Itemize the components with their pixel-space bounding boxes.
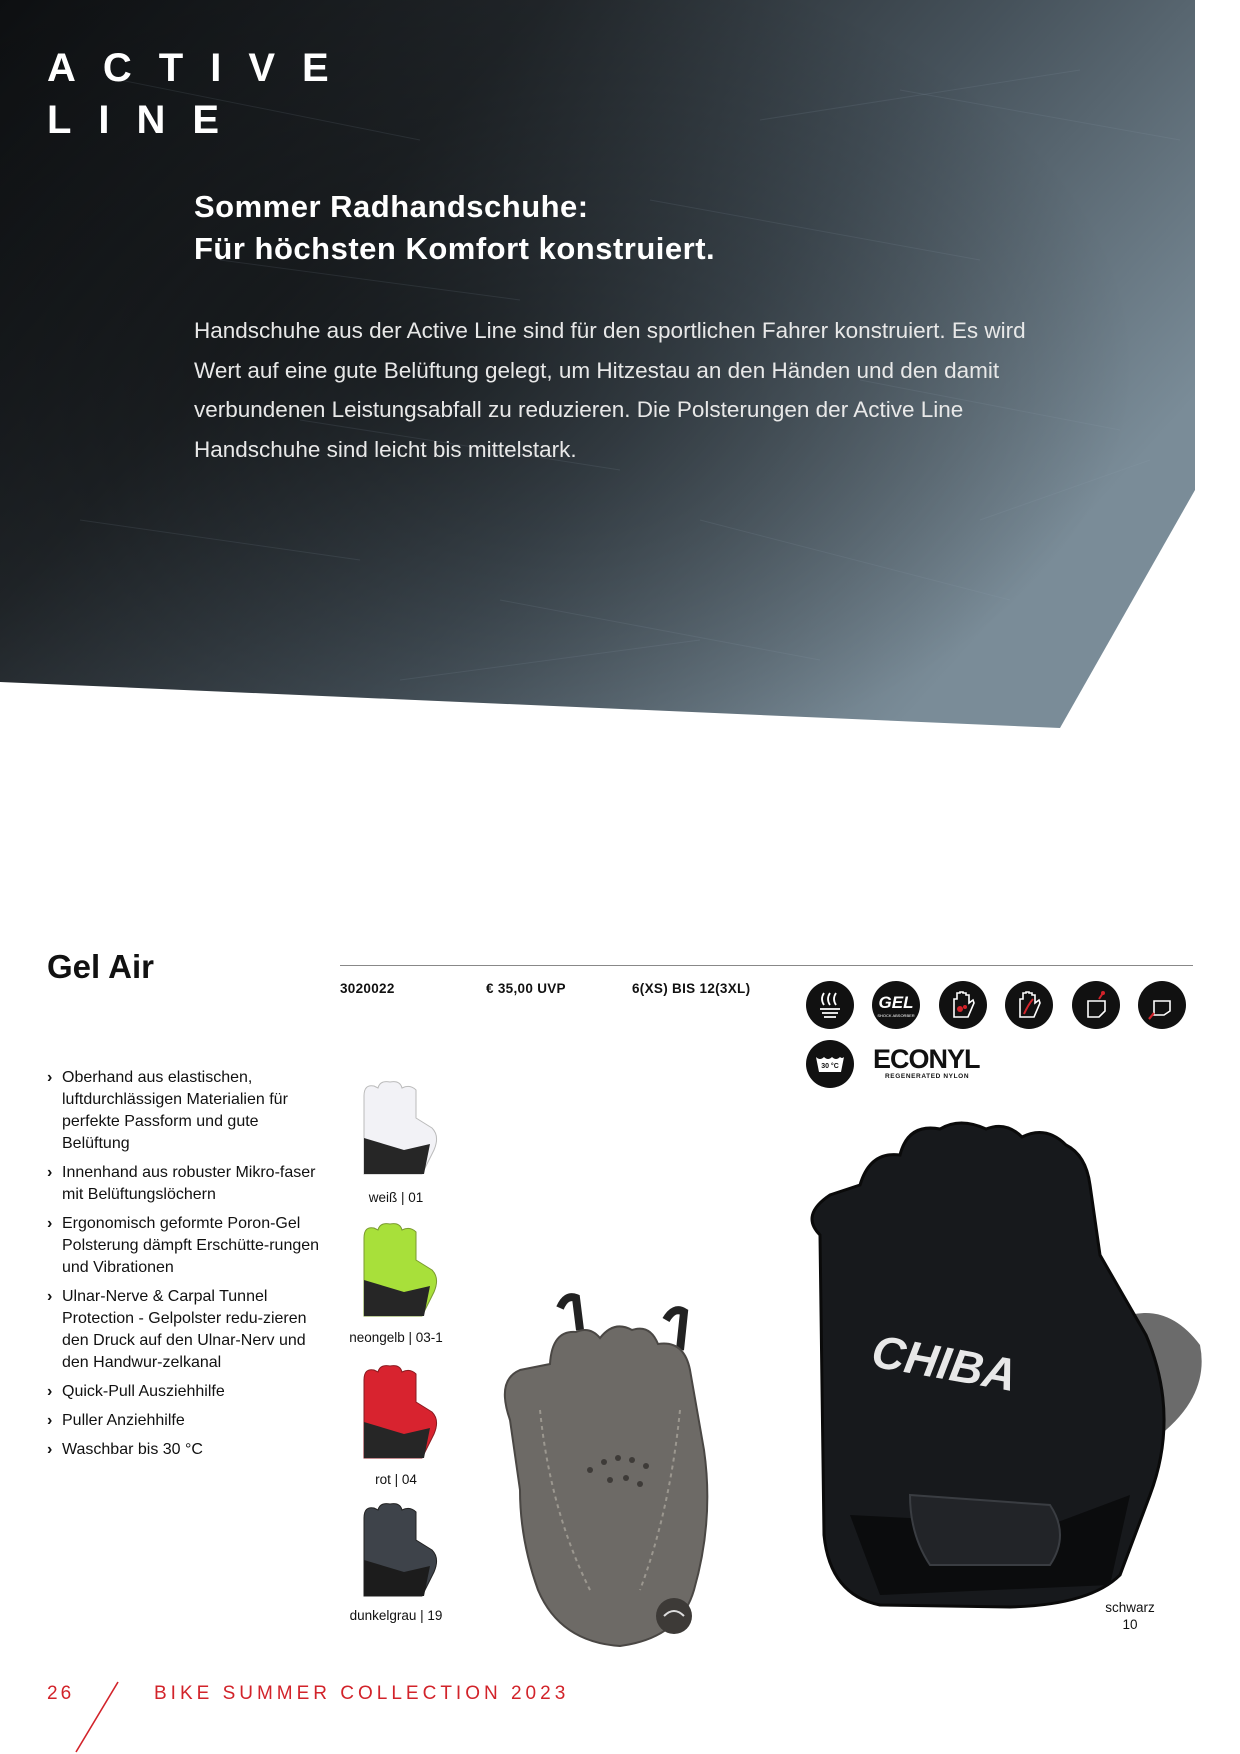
glove-thumbnail [344,1362,444,1462]
hero-intro-text: Handschuhe aus der Active Line sind für den sportlichen Fahrer konstruiert. Es wird Wert auf eine gute Belüftung gelegt, um Hitzestau an den Händen und den damit verbundenen Leistungsabfall zu reduzieren. Die Polsterungen der Active Line Handschuhe sind leicht bis mittelstark. [194,318,1026,462]
variant-label: rot | 04 [375,1472,417,1487]
variant-label: weiß | 01 [368,1190,424,1205]
gel-shock-absorber-icon [872,981,920,1029]
page-number: 26 [47,1683,75,1704]
footer-slash-divider [72,1680,122,1754]
wash-30-icon [806,1040,854,1088]
feature-item: › Ulnar-Nerve & Carpal Tunnel Protection - Gelpolster redu-zieren den Druck auf den Ulnar-Nerv und den Handwur-zelkanal [47,1286,322,1374]
brand-wordmark: CHIBA [868,1324,1021,1402]
gel-label: GEL [878,992,914,1012]
headline-line2: Für höchsten Komfort konstruiert. [194,231,716,266]
gel-sublabel: SHOCK ABSORBER [877,1012,915,1018]
main-variant-label [1080,1599,1180,1633]
main-variant-code: 10 [1122,1617,1138,1632]
size-range: 6(XS) BIS 12(3XL) [632,981,751,996]
wash-temperature: 30 °C [821,1063,839,1070]
glove-thumbnail [344,1500,444,1600]
headline-line1: Sommer Radhandschuhe: [194,189,589,224]
price: € 35,00 UVP [486,981,566,996]
ulnar-nerve-protection-icon [1005,981,1053,1029]
product-name: Gel Air [47,948,154,985]
ventilation-icon [806,981,854,1029]
variant-dark-grey[interactable] [344,1500,444,1605]
glove-main-image [790,1115,1210,1625]
hero-headline [194,186,1094,270]
econyl-subline: REGENERATED NYLON [885,1073,970,1080]
glove-thumbnail [344,1220,444,1320]
palm-padding-icon [939,981,987,1029]
feature-list [47,1067,322,1468]
glove-thumbnail [344,1078,444,1178]
feature-item: › Puller Anziehhilfe [47,1410,322,1432]
variant-red[interactable] [344,1362,444,1467]
hero-banner [0,0,1195,728]
puller-icon [1138,981,1186,1029]
glove-palm-image [480,1290,760,1650]
section-title-line1: ACTIVE [47,46,356,90]
feature-item: › Innenhand aus robuster Mikro-faser mit Belüftungslöchern [47,1162,322,1206]
variant-white[interactable] [344,1078,444,1183]
article-number: 3020022 [340,981,395,996]
feature-item: › Oberhand aus elastischen, luftdurchlässigen Materialien für perfekte Passform und gute Belüftung [47,1067,322,1155]
feature-item: › Ergonomisch geformte Poron-Gel Polsterung dämpft Erschütte-rungen und Vibrationen [47,1213,322,1279]
variant-label: dunkelgrau | 19 [349,1608,443,1623]
variant-label: neongelb | 03-1 [349,1330,443,1345]
feature-item: › Quick-Pull Ausziehhilfe [47,1381,322,1403]
collection-title: BIKE SUMMER COLLECTION 2023 [154,1683,570,1704]
feature-item: › Waschbar bis 30 °C [47,1439,322,1461]
quick-pull-icon [1072,981,1120,1029]
econyl-wordmark: ECONYL [873,1044,980,1074]
econyl-logo [873,1045,993,1085]
main-variant-name: schwarz [1105,1600,1155,1615]
variant-neon-yellow[interactable] [344,1220,444,1325]
spec-divider [340,965,1193,966]
section-title-line2: LINE [47,98,247,142]
